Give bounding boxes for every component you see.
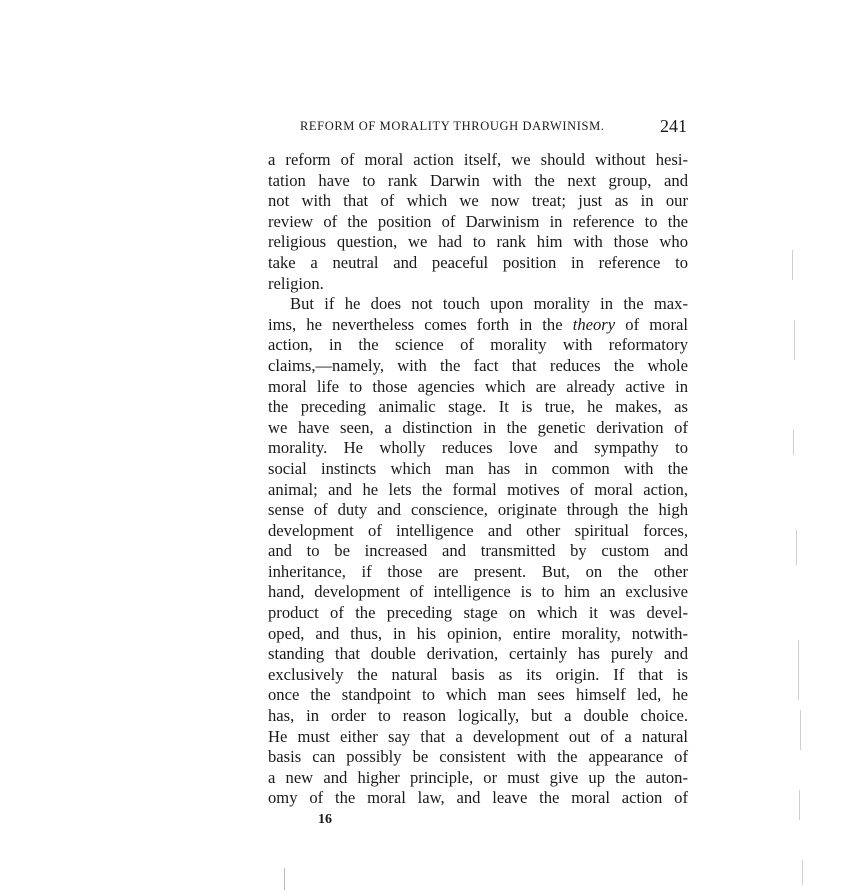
text-line: a new and higher principle, or must give up the auton- (268, 767, 688, 787)
text-line: social instincts which man has in common with the (268, 458, 688, 478)
margin-tick (794, 320, 795, 360)
text-line: standing that double derivation, certainly has purely and (268, 644, 688, 664)
running-title: REFORM OF MORALITY THROUGH DARWINISM. (300, 119, 605, 133)
text-line: action, in the science of morality with reformatory (268, 335, 688, 355)
text-line: inheritance, if those are present. But, on the other (268, 561, 688, 581)
scan-margin-marks (790, 230, 820, 890)
text-line: review of the position of Darwinism in reference to the (268, 211, 688, 231)
italic-word: theory (572, 314, 616, 334)
margin-tick (796, 530, 797, 565)
text-fragment: of moral (625, 314, 688, 334)
text-line: religion. (268, 273, 324, 293)
text-line: He must either say that a development out of a natural (268, 726, 688, 746)
text-line: But if he does not touch upon morality in the max- (290, 294, 688, 314)
text-line: development of intelligence and other spiritual forces, (268, 520, 688, 540)
body-text (268, 150, 688, 809)
margin-tick (799, 790, 800, 820)
text-line: basis can possibly be consistent with the appearance of (268, 747, 688, 767)
text-line-with-italic (268, 315, 688, 336)
gutter-shadow (284, 868, 285, 890)
text-line: take a neutral and peaceful position in reference to (268, 252, 688, 272)
text-line: morality. He wholly reduces love and sympathy to (268, 438, 688, 458)
margin-tick (792, 250, 793, 280)
text-line: omy of the moral law, and leave the moral action of (268, 788, 688, 808)
text-fragment: ims, he nevertheless comes forth in the (268, 314, 563, 334)
text-line: and to be increased and transmitted by custom and (268, 541, 688, 561)
text-line: the preceding animalic stage. It is true, he makes, as (268, 397, 688, 417)
text-line: has, in order to reason logically, but a double choice. (268, 706, 688, 726)
margin-tick (798, 640, 799, 700)
page-number: 241 (660, 116, 687, 136)
text-line: moral life to those agencies which are already active in (268, 376, 688, 396)
text-line: we have seen, a distinction in the genetic derivation of (268, 417, 688, 437)
text-line: claims,—namely, with the fact that reduces the whole (268, 355, 688, 375)
text-line: once the standpoint to which man sees himself led, he (268, 685, 688, 705)
text-line: tation have to rank Darwin with the next group, and (268, 170, 688, 190)
text-line: not with that of which we now treat; just as in our (268, 191, 688, 211)
text-line: a reform of moral action itself, we should without hesi- (268, 150, 688, 169)
running-head (300, 116, 690, 136)
text-line: exclusively the natural basis as its origin. If that is (268, 664, 688, 684)
text-line: hand, development of intelligence is to him an exclusive (268, 582, 688, 602)
text-line: product of the preceding stage on which it was devel- (268, 603, 688, 623)
margin-tick (793, 430, 794, 455)
text-line: sense of duty and conscience, originate through the high (268, 500, 688, 520)
margin-tick (802, 860, 803, 885)
signature-mark: 16 (318, 812, 332, 827)
margin-tick (800, 710, 801, 750)
text-line: oped, and thus, in his opinion, entire morality, notwith- (268, 623, 688, 643)
text-line: religious question, we had to rank him with those who (268, 232, 688, 252)
text-line: animal; and he lets the formal motives of moral action, (268, 479, 688, 499)
